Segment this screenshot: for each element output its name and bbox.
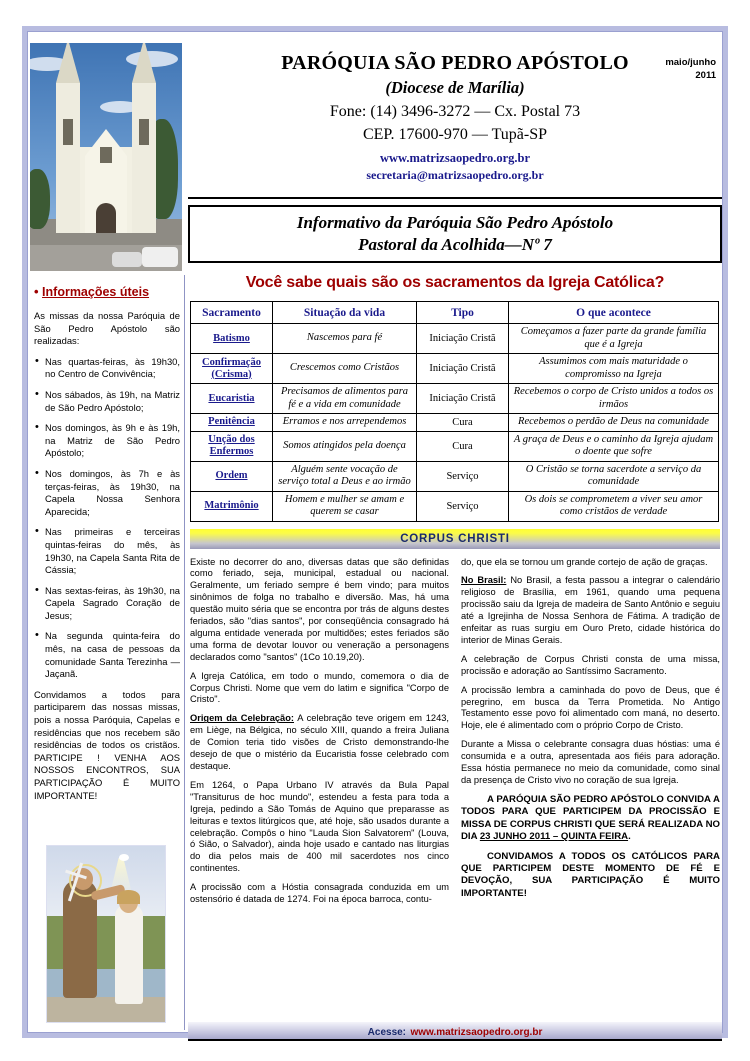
cell-acontece: Recebemos o corpo de Cristo unidos a todos os irmãos (509, 384, 719, 414)
main-content (188, 34, 722, 913)
footer-label: Acesse: (367, 1027, 407, 1038)
cell-sacramento: Batismo (191, 324, 273, 354)
section-question-title: Você sabe quais são os sacramentos da Igreja Católica? (245, 274, 665, 291)
cell-sacramento: Ordem (191, 461, 273, 491)
cell-acontece: Começamos a fazer parte da grande família que é a Igreja (509, 324, 719, 354)
footer-bar (188, 1022, 722, 1041)
list-item: • Nos sábados, às 19h, na Matriz de São Pedro Apóstolo; (34, 389, 180, 414)
cell-tipo: Iniciação Cristã (417, 354, 509, 384)
newsletter-banner (188, 205, 722, 263)
mass-schedule-list (34, 356, 180, 681)
cell-situacao: Homem e mulher se amam e querem se casar (273, 491, 417, 521)
baptism-photo (46, 845, 166, 1023)
photo-car (142, 247, 178, 267)
issue-month: maio/junho (665, 57, 716, 68)
cell-sacramento: Penitência (191, 414, 273, 432)
cell-acontece: O Cristão se torna sacerdote a serviço da comunidade (509, 461, 719, 491)
email-link[interactable]: secretaria@matrizsaopedro.org.br (366, 168, 544, 182)
cell-situacao: Erramos e nos arrependemos (273, 414, 417, 432)
column-header-sacramento: Sacramento (191, 302, 273, 324)
list-item: • Nas primeiras e terceiras quintas-feiras do mês, às 19h30, na Capela Santa Rita de Cássia; (34, 526, 180, 576)
list-item: • Nas quartas-feiras, às 19h30, no Centro de Convivência; (34, 356, 180, 381)
diocese-label: (Diocese de Marília) (385, 78, 525, 97)
cell-situacao: Alguém sente vocação de serviço total a Deus e ao irmão (273, 461, 417, 491)
table-row (191, 491, 719, 521)
cell-situacao: Nascemos para fé (273, 324, 417, 354)
sidebar-heading (34, 284, 182, 299)
cell-sacramento: Matrimônio (191, 491, 273, 521)
invitation-text: A PARÓQUIA SÃO PEDRO APÓSTOLO CONVIDA A TODOS PARA QUE PARTICIPEM DA PROCISSÃO E MISSA DE CORPUS CHRISTI QUE SERÁ REALIZADA NO DIA (461, 793, 720, 843)
church-photo (30, 43, 182, 271)
photo-tower-left (56, 83, 80, 233)
masthead (188, 34, 722, 199)
website-link[interactable]: www.matrizsaopedro.org.br (379, 151, 531, 165)
column-divider (184, 275, 185, 1030)
list-item: • Nos domingos, às 9h e às 19h, na Matriz de São Pedro Apóstolo; (34, 422, 180, 460)
sacraments-table (190, 301, 719, 522)
photo-window (63, 119, 73, 145)
phone-line: Fone: (14) 3496-3272 — Cx. Postal 73 (329, 103, 581, 120)
jesus-figure (115, 904, 143, 1004)
photo-tree (30, 169, 50, 229)
table-row (191, 384, 719, 414)
issue-date (665, 56, 716, 82)
invitation-date: 23 JUNHO 2011 – QUINTA FEIRA (479, 831, 629, 843)
paragraph: A procissão com a Hóstia consagrada conduzida em um ostensório é datada de 1274. Foi na época barroca, contu- (190, 882, 449, 905)
paragraph-text: A celebração teve origem em 1243, em Liège, na Bélgica, no século XIII, quando a freira Juliana de Comion teria tido visões de Cristo demonstrando-lhe desejo de que o mistério da Eucaristia fosse celebrado com destaque. (190, 713, 449, 771)
list-item: • Na segunda quinta-feira do mês, na casa de pessoas da comunidade Santa Terezinha — Jaçanã. (34, 630, 180, 680)
cell-situacao: Precisamos de alimentos para fé e a vida em comunidade (273, 384, 417, 414)
lead-in-no-brasil: No Brasil: (461, 575, 507, 586)
photo-spire-right (132, 43, 156, 83)
invitation-procession (461, 794, 720, 844)
paragraph: Existe no decorrer do ano, diversas datas que são definidas como feriado, seja, municipal, estadual ou nacional. Geralmente, um feriado sempre é bem vindo; para muitos sinônimos de folga no trabalho e diversão. Mas, há uma questão muito séria que se encontra por trás de alguns destes feriados, são "dias santos", por conseqüência consagrado há alguma entidade venerada por multidões; estes feriados são uma forma de devotar louvor ou veneração a personagens declarados como "santos" (1Co 10.19,20). (190, 556, 449, 662)
photo-window (139, 119, 149, 145)
invitation-period: . (628, 831, 631, 843)
corpus-christi-label: CORPUS CHRISTI (400, 532, 510, 545)
article-columns (190, 557, 720, 913)
cell-tipo: Serviço (417, 491, 509, 521)
lead-in-origem: Origem da Celebração: (190, 713, 295, 724)
baptism-rock (47, 997, 165, 1022)
issue-year: 2011 (695, 70, 716, 81)
table-row (191, 324, 719, 354)
paragraph-origem (190, 713, 449, 773)
bullet-icon: • (34, 284, 39, 299)
dove-icon (119, 854, 129, 861)
table-row (191, 414, 719, 432)
paragraph: A Igreja Católica, em todo o mundo, comemora o dia de Corpus Christi. Nome que vem do latim e significa "Corpo de Cristo". (190, 670, 449, 705)
cell-situacao: Crescemos como Cristãos (273, 354, 417, 384)
column-header-situacao: Situação da vida (273, 302, 417, 324)
page-title: PARÓQUIA SÃO PEDRO APÓSTOLO (281, 52, 629, 74)
cell-acontece: Os dois se comprometem a viver seu amor como cristãos de verdade (509, 491, 719, 521)
photo-door (96, 203, 116, 233)
column-header-acontece: O que acontece (509, 302, 719, 324)
photo-spire-left (56, 43, 80, 83)
cell-tipo: Serviço (417, 461, 509, 491)
cell-sacramento: Eucaristia (191, 384, 273, 414)
banner-line-1: Informativo da Paróquia São Pedro Apóstolo (296, 213, 614, 232)
cell-acontece: Recebemos o perdão de Deus na comunidade (509, 414, 719, 432)
paragraph-text: No Brasil, a festa passou a integrar o calendário religioso de Brasília, em 1961, quando uma pequena procissão saiu da Igreja de madeira de Santo Antônio e seguiu até a Igrejinha de Nossa Senhora de Fátima. A tradição de enfeitar as ruas surgiu em Ouro Preto, cidade histórica do interior de Minas Gerais. (461, 575, 720, 645)
cell-tipo: Cura (417, 431, 509, 461)
sidebar (30, 34, 182, 1030)
corpus-christi-banner (190, 529, 720, 549)
article-column-left (190, 557, 449, 913)
article-column-right (461, 557, 720, 913)
sidebar-intro: As missas da nossa Paróquia de São Pedro Apóstolo são realizadas: (34, 310, 180, 347)
photo-window (100, 147, 112, 163)
paragraph: A celebração de Corpus Christi consta de uma missa, procissão e adoração ao Santíssimo Sacramento. (461, 653, 720, 676)
sidebar-closing: Convidamos a todos para participarem das nossas missas, pois a nossa Paróquia, Capelas e residências que nos recebem são residências de todos os cristãos. PARTICIPE ! VENHA AOS NOSSOS ENCONTROS, SUA PARTICIPAÇÃO É MUITO IMPORTANTE! (34, 688, 180, 801)
paragraph-no-brasil (461, 575, 720, 646)
cell-sacramento: Unção dos Enfermos (191, 431, 273, 461)
cell-situacao: Somos atingidos pela doença (273, 431, 417, 461)
jesus-hair (117, 890, 140, 904)
banner-line-2: Pastoral da Acolhida—Nº 7 (358, 235, 552, 254)
list-item: • Nos domingos, às 7h e às terças-feiras, às 19h30, na Capela Nossa Senhora Aparecida; (34, 468, 180, 518)
paragraph: A procissão lembra a caminhada do povo de Deus, que é peregrino, em busca da Terra Prometida. No Antigo Testamento esse povo foi alimentado com maná, no deserto. Hoje, ele é alimentado com o próprio Corpo de Cristo. (461, 684, 720, 731)
paragraph: Em 1264, o Papa Urbano IV através da Bula Papal "Transiturus de hoc mundo", estendeu a festa para toda a Igreja, pedindo a São Tomás de Aquino que preparasse as leituras e textos litúrgicos que, até hoje, são usados durante a celebração. Compôs o hino "Lauda Sion Salvatorem" (Louva, ó Sião, o Salvador), ainda hoje usado e cantado nas liturgias do dia pelos mais de 400 mil sacerdotes nos cinco continentes. (190, 779, 449, 874)
photo-car (112, 252, 142, 267)
paragraph: do, que ela se tornou um grande cortejo de ação de graças. (461, 556, 708, 567)
list-item: • Nas sextas-feiras, às 19h30, na Capela Sagrado Coração de Jesus; (34, 585, 180, 623)
column-header-tipo: Tipo (417, 302, 509, 324)
cell-acontece: Assumimos com mais maturidade o compromisso na Igreja (509, 354, 719, 384)
paragraph: Durante a Missa o celebrante consagra duas hóstias: uma é consumida e a outra, apresentada aos fiéis para adoração. Essa hóstia permanece no meio da comunidade, como sinal da presença de Cristo vivo no coração de sua Igreja. (461, 739, 720, 785)
table-header-row (191, 302, 719, 324)
cell-tipo: Iniciação Cristã (417, 324, 509, 354)
cell-tipo: Cura (417, 414, 509, 432)
photo-tower-right (132, 83, 156, 233)
table-row (191, 461, 719, 491)
table-row (191, 431, 719, 461)
cell-sacramento: Confirmação (Crisma) (191, 354, 273, 384)
invitation-all-catholics: CONVIDAMOS A TODOS OS CATÓLICOS PARA QUE PARTICIPEM DESTE MOMENTO DE FÉ E DEVOÇÃO, SUA PARTICIPAÇÃO É MUITO IMPORTANTE! (461, 850, 720, 899)
sidebar-body (34, 310, 180, 810)
footer-url[interactable]: www.matrizsaopedro.org.br (410, 1027, 543, 1038)
table-row (191, 354, 719, 384)
sidebar-heading-label: Informações úteis (42, 285, 150, 299)
address-line: CEP. 17600-970 — Tupã-SP (362, 126, 548, 143)
cell-acontece: A graça de Deus e o caminho da Igreja ajudam o doente que sofre (509, 431, 719, 461)
cell-tipo: Iniciação Cristã (417, 384, 509, 414)
